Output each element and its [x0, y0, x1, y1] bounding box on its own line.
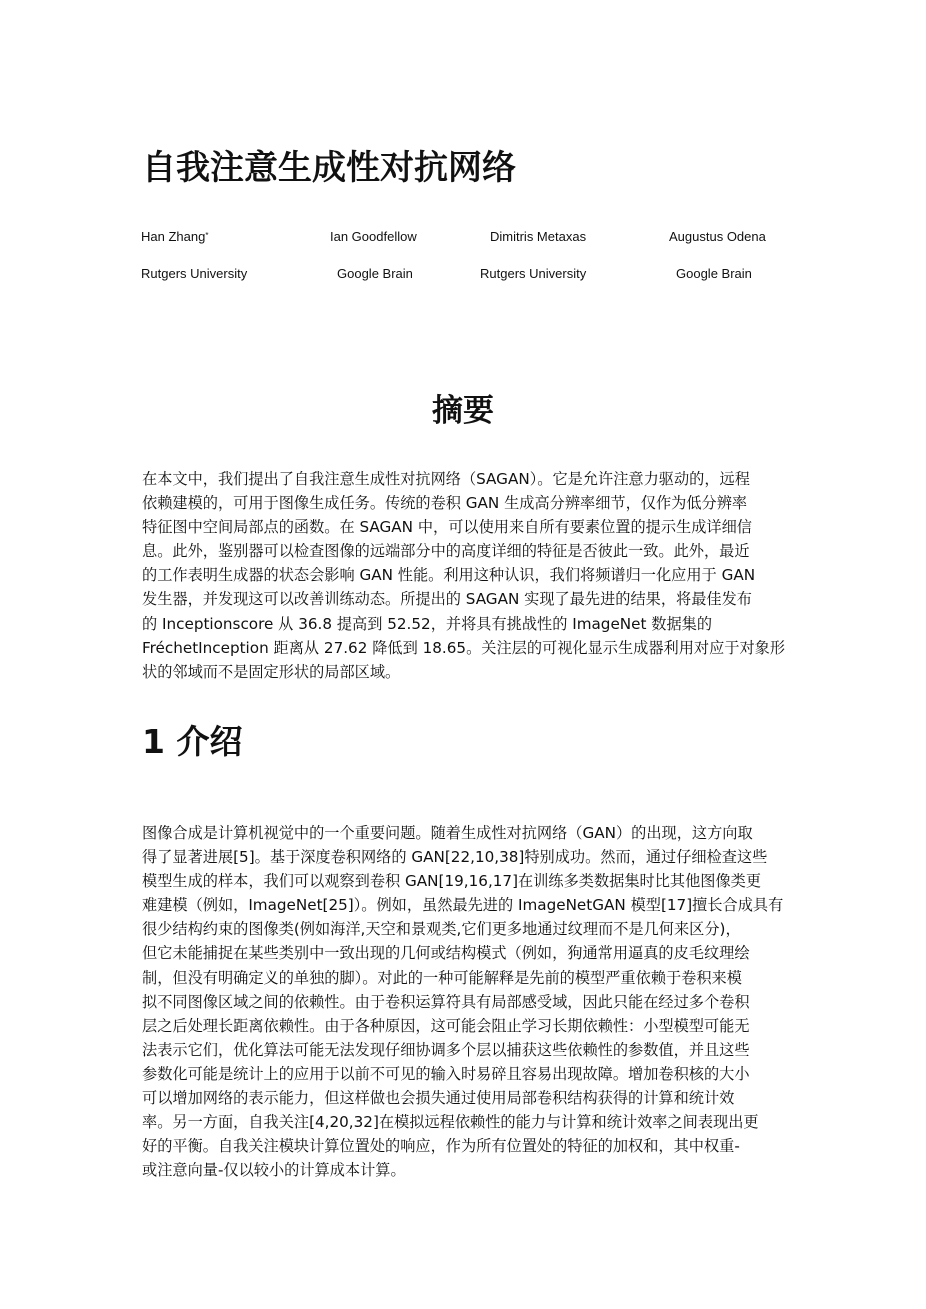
paper-title: 自我注意生成性对抗网络	[142, 148, 516, 188]
abstract-line: 发生器，并发现这可以改善训练动态。所提出的 SAGAN 实现了最先进的结果，将最佳发布	[142, 590, 752, 609]
abstract-line: 依赖建模的，可用于图像生成任务。传统的卷积 GAN 生成高分辨率细节，仅作为低分辨率	[142, 494, 748, 513]
author-name-text: Ian Goodfellow	[330, 229, 417, 244]
section-line: 但它未能捕捉在某些类别中一致出现的几何或结构模式（例如，狗通常用逼真的皮毛纹理绘	[142, 944, 750, 963]
section-line: 好的平衡。自我关注模块计算位置处的响应，作为所有位置处的特征的加权和，其中权重-	[142, 1137, 740, 1156]
section-line: 或注意向量-仅以较小的计算成本计算。	[142, 1161, 406, 1180]
author-name-text: Dimitris Metaxas	[490, 229, 587, 244]
author-name-text: Augustus Odena	[669, 229, 766, 244]
author-affiliation: Rutgers University	[141, 266, 248, 281]
abstract-line: 息。此外，鉴别器可以检查图像的远端部分中的高度详细的特征是否彼此一致。此外，最近	[142, 542, 750, 561]
section-heading: 1 介绍	[142, 722, 243, 761]
author-affiliation: Rutgers University	[480, 266, 587, 281]
section-line: 难建模（例如，ImageNet[25]）。例如，虽然最先进的 ImageNetGAN 模型[17]擅长合成具有	[142, 896, 784, 915]
author-name	[141, 228, 208, 246]
section-line: 拟不同图像区域之间的依赖性。由于卷积运算符具有局部感受域，因此只能在经过多个卷积	[142, 992, 750, 1011]
section-line: 法表示它们，优化算法可能无法发现仔细协调多个层以捕获这些依赖性的参数值，并且这些	[142, 1040, 750, 1059]
author-name	[669, 228, 766, 246]
section-line: 可以增加网络的表示能力，但这样做也会损失通过使用局部卷积结构获得的计算和统计效	[142, 1089, 735, 1108]
abstract-line: 状的邻域而不是固定形状的局部区域。	[142, 662, 401, 681]
author-affiliation: Google Brain	[676, 266, 752, 281]
abstract-line: FréchetInception 距离从 27.62 降低到 18.65。关注层的可视化显示生成器利用对应于对象形	[142, 638, 786, 657]
abstract-line: 的工作表明生成器的状态会影响 GAN 性能。利用这种认识，我们将频谱归一化应用于 GAN	[142, 566, 756, 585]
section-line: 模型生成的样本，我们可以观察到卷积 GAN[19,16,17]在训练多类数据集时比其他图像类更	[142, 872, 762, 891]
section-line: 很少结构约束的图像类(例如海洋,天空和景观类,它们更多地通过纹理而不是几何来区分)，	[142, 920, 741, 939]
abstract-line: 在本文中，我们提出了自我注意生成性对抗网络（SAGAN）。它是允许注意力驱动的，远程	[142, 470, 750, 488]
section-line: 参数化可能是统计上的应用于以前不可见的输入时易碎且容易出现故障。增加卷积核的大小	[142, 1064, 750, 1083]
abstract-heading: 摘要	[432, 393, 494, 429]
abstract-line: 特征图中空间局部点的函数。在 SAGAN 中，可以使用来自所有要素位置的提示生成详细信	[142, 518, 752, 537]
author-name	[330, 228, 417, 246]
author-name	[490, 228, 586, 246]
author-affiliation: Google Brain	[337, 266, 413, 281]
section-line: 得了显著进展[5]。基于深度卷积网络的 GAN[22,10,38]特别成功。然而，通过仔细检查这些	[142, 848, 768, 867]
section-body	[142, 821, 787, 1182]
abstract-line: 的 Inceptionscore 从 36.8 提高到 52.52，并将具有挑战性的 ImageNet 数据集的	[142, 614, 713, 633]
author-name-text: Han Zhang	[141, 229, 206, 244]
section-line: 层之后处理长距离依赖性。由于各种原因，这可能会阻止学习长期依赖性：小型模型可能无	[142, 1016, 750, 1035]
section-line: 图像合成是计算机视觉中的一个重要问题。随着生成性对抗网络（GAN）的出现，这方向取	[142, 824, 753, 842]
section-line: 制，但没有明确定义的单独的脚）。对此的一种可能解释是先前的模型严重依赖于卷积来模	[142, 968, 742, 987]
author-mark: *	[205, 231, 209, 240]
abstract-body	[142, 467, 787, 684]
section-line: 率。另一方面，自我关注[4,20,32]在模拟远程依赖性的能力与计算和统计效率之间表现出更	[142, 1113, 759, 1132]
